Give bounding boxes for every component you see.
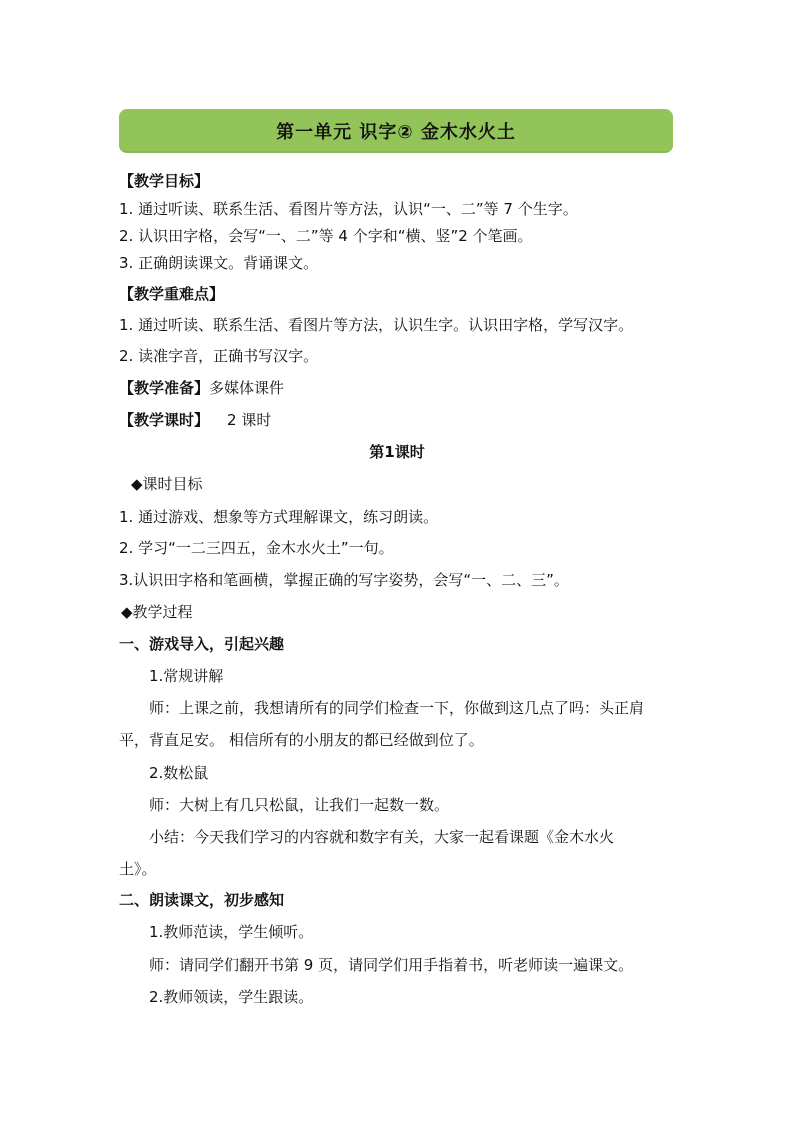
lesson-goals-heading: ◆课时目标 [131, 475, 203, 493]
hours-heading: 【教学课时】 [119, 411, 210, 429]
paragraph-line: 师：大树上有几只松鼠，让我们一起数一数。 [149, 796, 450, 814]
objective-item: 2. 认识田字格，会写“一、二”等 4 个字和“横、竖”2 个笔画。 [119, 227, 533, 245]
prep-value: 多媒体课件 [209, 379, 285, 397]
section-heading: 一、游戏导入，引起兴趣 [119, 635, 285, 653]
lesson-goal-item: 1. 通过游戏、想象等方式理解课文，练习朗读。 [119, 508, 439, 526]
key-point-item: 2. 读准字音，正确书写汉字。 [119, 347, 319, 365]
paragraph-line: 师：请同学们翻开书第 9 页，请同学们用手指着书，听老师读一遍课文。 [149, 956, 634, 974]
step-label: 2.数松鼠 [149, 764, 209, 782]
objective-item: 3. 正确朗读课文。背诵课文。 [119, 254, 319, 272]
process-heading: ◆教学过程 [121, 603, 193, 621]
key-point-item: 1. 通过听读、联系生活、看图片等方法，认识生字。认识田字格，学写汉字。 [119, 316, 634, 334]
page-title: 第一单元 识字② 金木水火土 [276, 122, 516, 143]
paragraph-line: 土》。 [119, 860, 157, 878]
lesson-goal-item: 3.认识田字格和笔画横，掌握正确的写字姿势，会写“一、二、三”。 [119, 571, 569, 589]
hours-value: 2 课时 [227, 411, 272, 429]
lesson-goal-item: 2. 学习“一二三四五，金木水火土”一句。 [119, 539, 394, 557]
objectives-heading: 【教学目标】 [119, 172, 210, 190]
step-label: 1.常规讲解 [149, 667, 224, 685]
step-label: 1.教师范读，学生倾听。 [149, 923, 314, 941]
step-label: 2.教师领读，学生跟读。 [149, 988, 314, 1006]
objective-item: 1. 通过听读、联系生活、看图片等方法，认识“一、二”等 7 个生字。 [119, 200, 578, 218]
paragraph-line: 师：上课之前，我想请所有的同学们检查一下，你做到这几点了吗：头正肩 [149, 699, 645, 717]
title-banner [119, 109, 673, 153]
section-heading: 二、朗读课文，初步感知 [119, 891, 285, 909]
hours-row [119, 410, 271, 430]
prep-heading: 【教学准备】 [119, 379, 210, 397]
paragraph-line: 平，背直足安。 相信所有的小朋友的都已经做到位了。 [119, 731, 484, 749]
lesson-title: 第1课时 [369, 443, 425, 461]
paragraph-line: 小结：今天我们学习的内容就和数字有关，大家一起看课题《金木水火 [149, 828, 615, 846]
key-points-heading: 【教学重难点】 [119, 285, 225, 303]
prep-row [119, 378, 284, 398]
